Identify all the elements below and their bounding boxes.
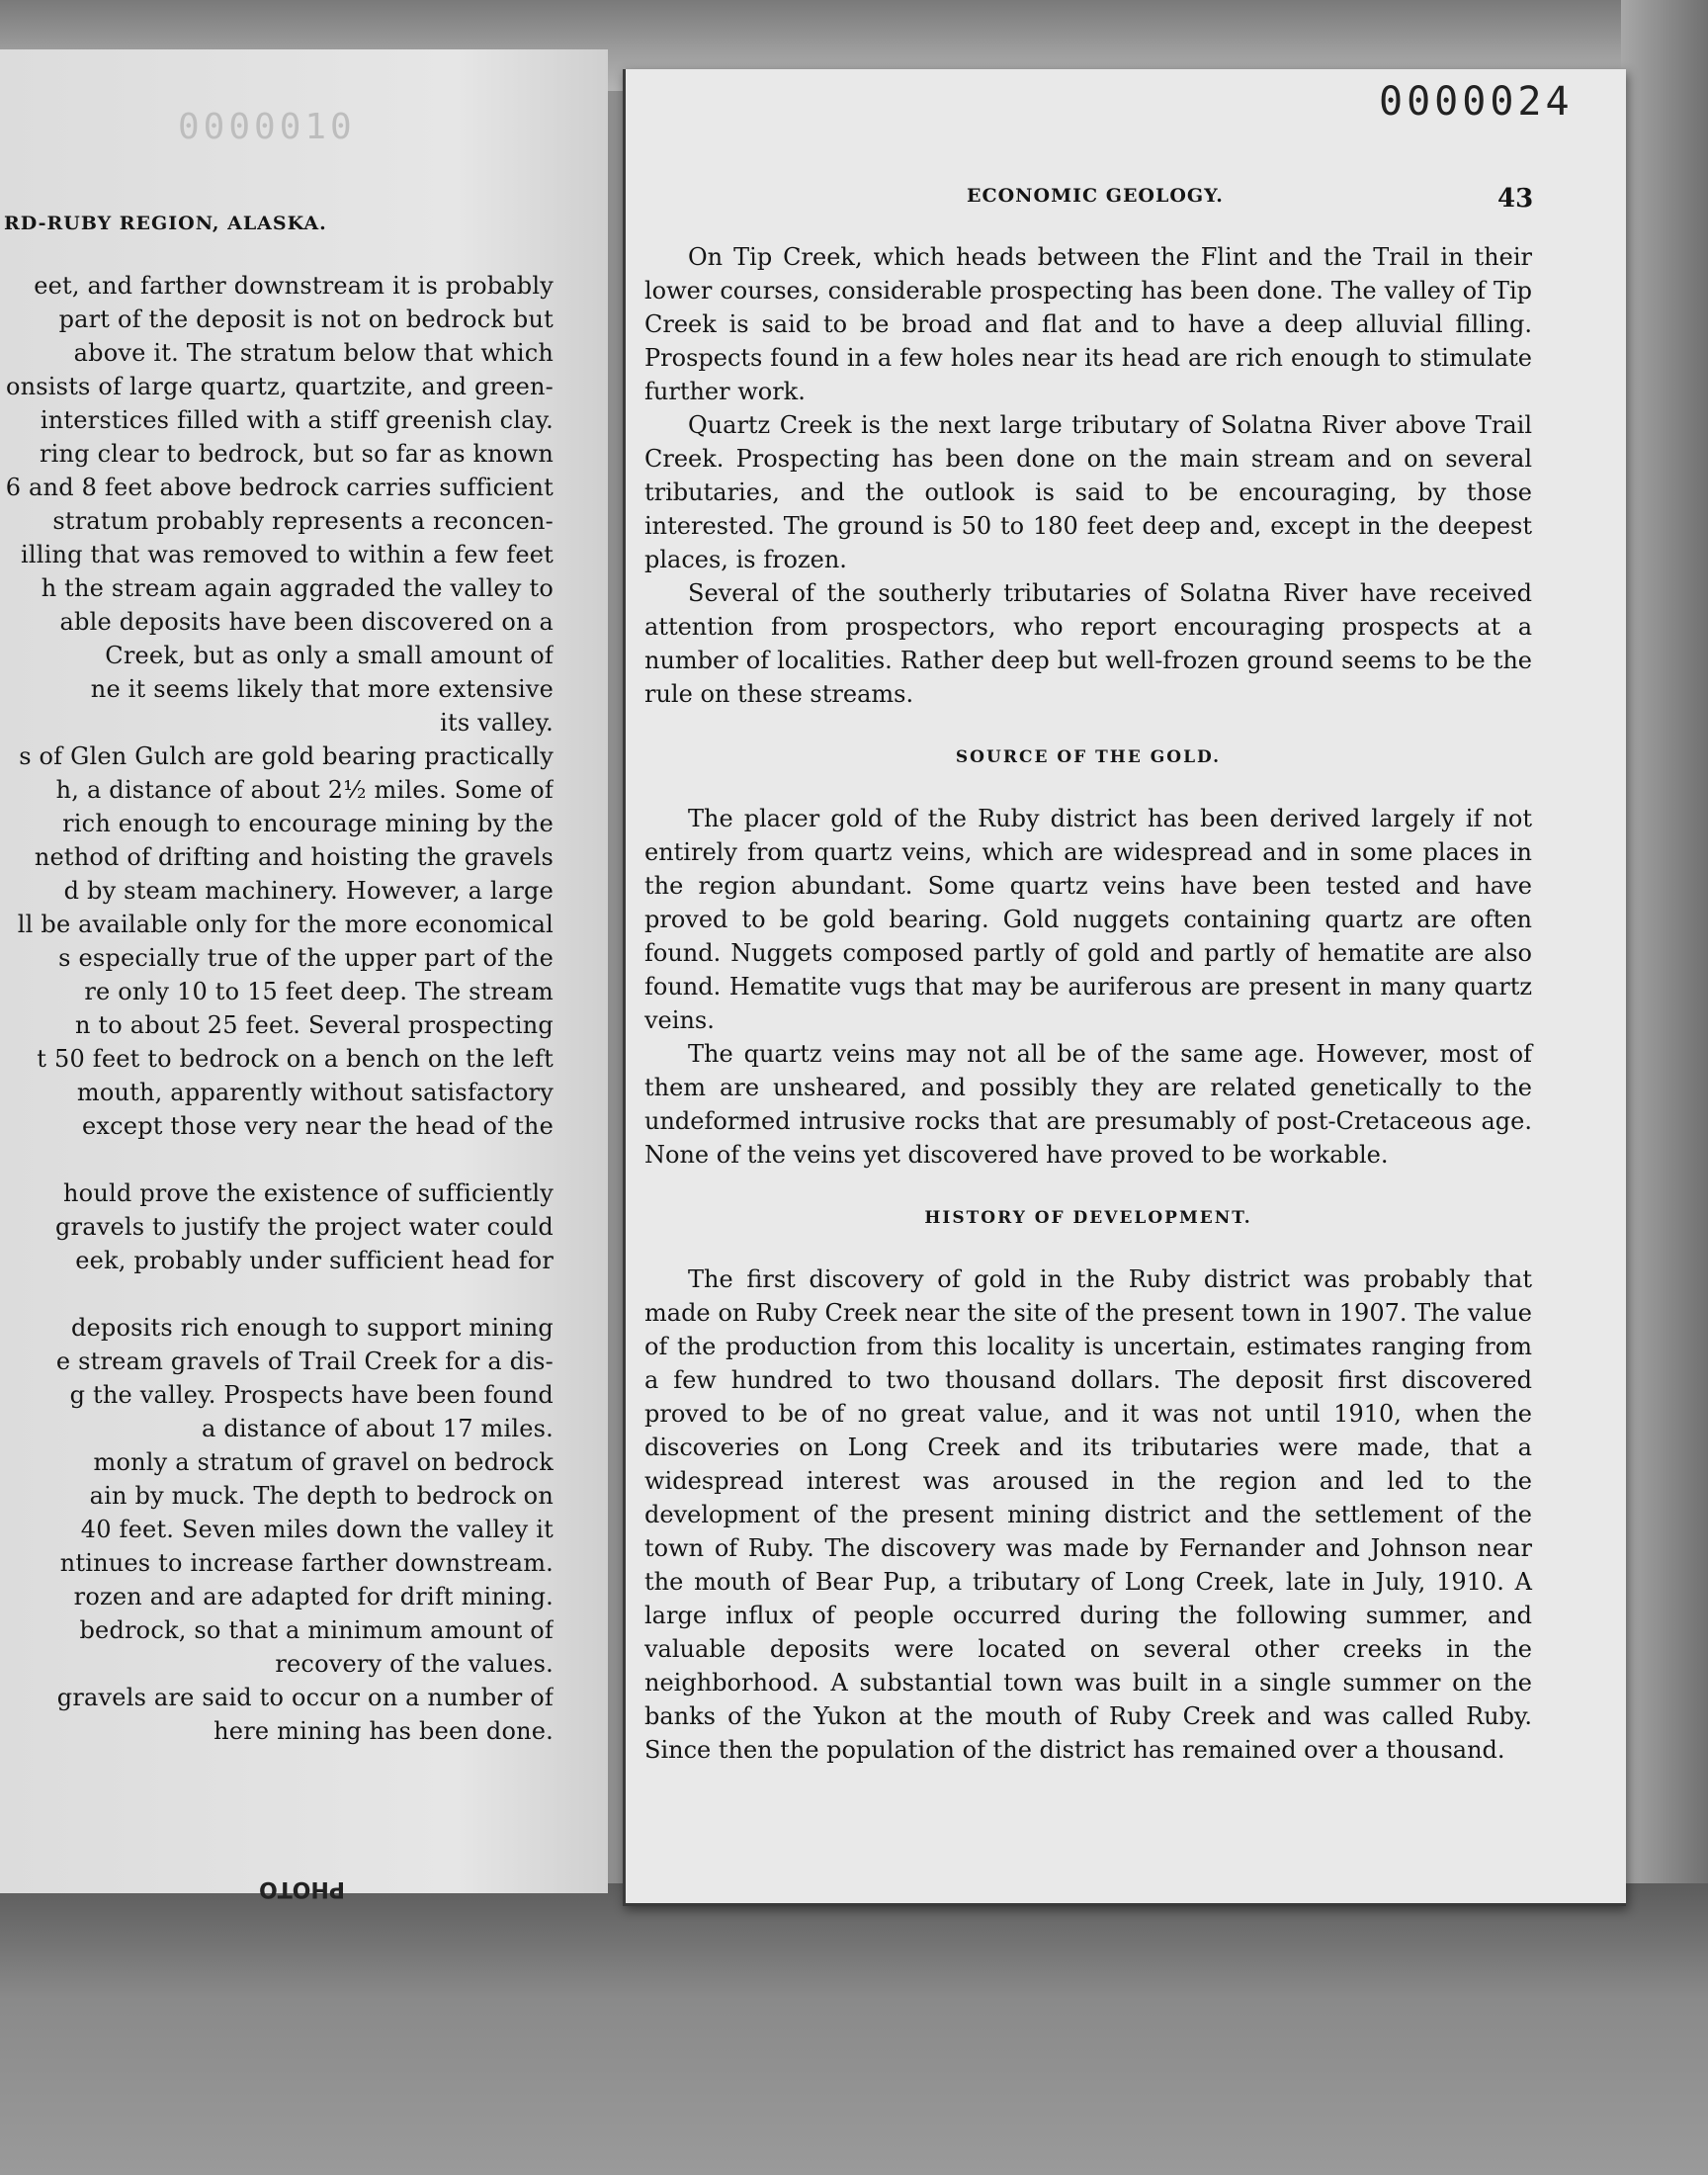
page-number: 43 [1497, 184, 1534, 214]
paragraph-tip-creek: On Tip Creek, which heads between the Flint and the Trail in their lower courses, considerable prospecting has been done. The valley of Tip Creek is said to be broad and flat and to have a deep alluvial filling. Prospects found in a few holes near its head are rich enough to stimulate further work. [644, 243, 1532, 405]
left-page-line: here mining has been done. [214, 1717, 554, 1745]
left-page-line: monly a stratum of gravel on bedrock [93, 1448, 554, 1476]
photo-stamp: PHOTO [259, 1876, 345, 1901]
left-page-line: gravels are said to occur on a number of [56, 1684, 554, 1711]
left-page-line: interstices filled with a stiff greenish clay. [40, 406, 554, 434]
left-page-line: illing that was removed to within a few feet [20, 541, 554, 568]
right-page-text [644, 240, 1532, 1767]
left-page-line: e stream gravels of Trail Creek for a dis- [55, 1348, 554, 1375]
scan-background-right [1621, 0, 1708, 2175]
left-page-line: h, a distance of about 2½ miles. Some of [55, 776, 554, 804]
left-page-line: ne it seems likely that more extensive [90, 675, 554, 703]
left-page-line [0, 1143, 554, 1176]
left-page-line: nethod of drifting and hoisting the gravels [34, 843, 554, 871]
left-page-line: g the valley. Prospects have been found [69, 1381, 554, 1409]
section-heading-history: HISTORY OF DEVELOPMENT. [924, 1208, 1252, 1228]
paragraph-southerly-tributaries: Several of the southerly tributaries of Solatna River have received attention from prospectors, who report encouraging prospects at a number of localities. Rather deep but well-frozen ground seems to be the rule on these streams. [644, 579, 1532, 708]
left-page-line: mouth, apparently without satisfactory [76, 1079, 554, 1106]
left-page-line: ntinues to increase farther downstream. [59, 1549, 554, 1577]
left-page-line [0, 1277, 554, 1311]
left-page-line: recovery of the values. [275, 1650, 554, 1678]
paragraph-placer-gold: The placer gold of the Ruby district has been derived largely if not entirely from quartz veins, which are widespread and in some places in the region abundant. Some quartz veins have been tested and have proved to be gold bearing. Gold nuggets containing quartz are often found. Nuggets composed partly of gold and partly of hematite are also found. Hematite vugs that may be auriferous are present in many quartz veins. [644, 805, 1532, 1034]
left-page-line: Creek, but as only a small amount of [105, 642, 554, 669]
section-heading-source: SOURCE OF THE GOLD. [955, 747, 1222, 767]
paragraph-quartz-veins: The quartz veins may not all be of the same age. However, most of them are unsheared, and possibly they are related genetically to the undeformed intrusive rocks that are presumably of post-Cretaceous age. None of the veins yet discovered have proved to be workable. [644, 1040, 1532, 1169]
left-page-line: re only 10 to 15 feet deep. The stream [84, 978, 554, 1005]
left-page-line: hould prove the existence of sufficiently [63, 1179, 554, 1207]
left-page-line: eet, and farther downstream it is probably [34, 272, 554, 300]
left-page-line: except those very near the head of the [82, 1112, 554, 1140]
left-page-line: s of Glen Gulch are gold bearing practically [19, 742, 554, 770]
left-page-line: able deposits have been discovered on a [59, 608, 554, 636]
left-page-line: eek, probably under sufficient head for [75, 1247, 554, 1274]
left-page-line: bedrock, so that a minimum amount of [79, 1616, 554, 1644]
left-running-head: RD-RUBY REGION, ALASKA. [4, 213, 327, 234]
left-page-line: t 50 feet to bedrock on a bench on the left [37, 1045, 554, 1073]
left-page-line: deposits rich enough to support mining [70, 1314, 554, 1342]
left-page-line: d by steam machinery. However, a large [63, 877, 554, 905]
left-page-line: part of the deposit is not on bedrock but [58, 305, 554, 333]
left-page-line: gravels to justify the project water could [54, 1213, 554, 1241]
left-page-line: rich enough to encourage mining by the [62, 810, 554, 837]
left-page-line: n to about 25 feet. Several prospecting [74, 1011, 554, 1039]
left-page-line: h the stream again aggraded the valley to [41, 574, 554, 602]
faint-document-number: 0000010 [178, 107, 356, 147]
left-page-line: its valley. [440, 709, 554, 737]
paragraph-quartz-creek: Quartz Creek is the next large tributary of Solatna River above Trail Creek. Prospecting has been done on the main stream and on several tributaries, and the outlook is said to be encouraging, by those interested. The ground is 50 to 180 feet deep and, except in the deepest places, is frozen. [644, 411, 1532, 573]
scan-background-bottom [0, 1883, 1708, 2175]
left-page-line: stratum probably represents a reconcen- [52, 507, 554, 535]
left-page-line: onsists of large quartz, quartzite, and green- [5, 373, 554, 400]
left-page-line: ll be available only for the more economical [17, 911, 554, 938]
left-page-line: ring clear to bedrock, but so far as known [39, 440, 554, 468]
document-number: 0000024 [1379, 79, 1574, 125]
left-page-line: a distance of about 17 miles. [201, 1415, 554, 1442]
left-page-line: 40 feet. Seven miles down the valley it [80, 1516, 554, 1543]
left-page [0, 49, 608, 1893]
paragraph-first-discovery: The first discovery of gold in the Ruby district was probably that made on Ruby Creek near the site of the present town in 1907. The value of the production from this locality is uncertain, estimates ranging from a few hundred to two thousand dollars. The deposit first discovered proved to be of no great value, and it was not until 1910, when the discoveries on Long Creek and its tributaries were made, that a widespread interest was aroused in the region and led to the development of the present mining district and the settlement of the town of Ruby. The discovery was made by Fernander and Johnson near the mouth of Bear Pup, a tributary of Long Creek, late in July, 1910. A large influx of people occurred during the following summer, and valuable deposits were located on several other creeks in the neighborhood. A substantial town was built in a single summer on the banks of the Yukon at the mouth of Ruby Creek and was called Ruby. Since then the population of the district has remained over a thousand. [644, 1265, 1532, 1764]
left-page-line: 6 and 8 feet above bedrock carries sufficient [5, 474, 554, 501]
left-page-text [0, 269, 554, 1748]
right-running-head: ECONOMIC GEOLOGY. [967, 185, 1224, 207]
left-page-line: above it. The stratum below that which [73, 339, 554, 367]
left-page-line: s especially true of the upper part of the [58, 944, 554, 972]
left-page-line: ain by muck. The depth to bedrock on [89, 1482, 554, 1510]
left-page-line: rozen and are adapted for drift mining. [73, 1583, 554, 1610]
